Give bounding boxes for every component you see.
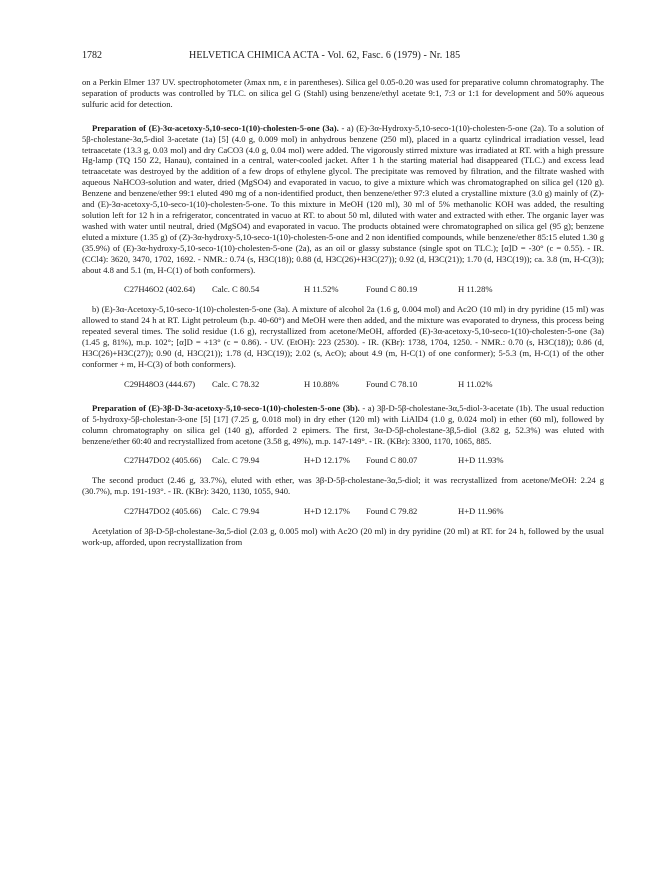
formula: C27H47DO2 (405.66) xyxy=(124,506,202,517)
found-h: H 11.28% xyxy=(458,284,493,295)
paragraph-second-product: The second product (2.46 g, 33.7%), eluted with ether, was 3β-D-5β-cholestane-3α,5-diol; it was recrystallized from acetone/MeOH: 2.24 g (30.7%), m.p. 191-193°. - IR. (KBr): 3420, 1130, 1055, 940. xyxy=(82,475,604,497)
found-c: Found C 78.10 xyxy=(366,378,418,389)
elemental-analysis-2a xyxy=(82,284,604,295)
found-h: H+D 11.96% xyxy=(458,506,504,517)
formula: C27H46O2 (402.64) xyxy=(124,284,196,295)
page-number: 1782 xyxy=(82,50,102,61)
found-c: Found C 79.82 xyxy=(366,506,418,517)
formula: C27H47DO2 (405.66) xyxy=(124,455,202,466)
paragraph-methods: on a Perkin Elmer 137 UV. spectrophotometer (λmax nm, ε in parentheses). Silica gel 0.05-0.20 was used for preparative column chromatography. The separation of products was controlled by TLC. on silica gel G (Stahl) using benzene/ethyl acetate 9:1, 7:3 or 1:1 for development and 50% aqueous sulfuric acid for detection. xyxy=(82,77,604,109)
paragraph-prep-3b-text: - a) 3β-D-5β-cholestane-3α,5-diol-3-acetate (1b). The usual reduction of 5-hydroxy-5β-cholestan-3-one [5] [17] (7.25 g, 0.018 mol) in dry ether (120 ml) with LiAlD4 (1.0 g, 0.024 mol) in ether (60 ml), followed by column chromatography on silica gel (140 g), afforded 2 epimers. The first, 3α-D-5β-cholestane-3β,5-diol (3.82 g, 52.3%) was eluted with benzene/ether 60:40 and recrystallized from acetone (3.58 g, 49%), m.p. 147-149°. - IR. (KBr): 3300, 1170, 1065, 885. xyxy=(82,402,604,446)
formula: C29H48O3 (444.67) xyxy=(124,378,196,389)
calc-c: Calc. C 78.32 xyxy=(212,378,260,389)
elemental-analysis-3a xyxy=(82,379,604,390)
calc-c: Calc. C 79.94 xyxy=(212,506,260,517)
calc-h: H+D 12.17% xyxy=(304,455,350,466)
found-h: H+D 11.93% xyxy=(458,455,504,466)
elemental-analysis-epimer-2 xyxy=(82,506,604,517)
calc-c: Calc. C 80.54 xyxy=(212,284,260,295)
found-h: H 11.02% xyxy=(458,378,493,389)
calc-c: Calc. C 79.94 xyxy=(212,455,260,466)
paragraph-prep-3a xyxy=(82,123,604,276)
paragraph-acetylation-3b: Acetylation of 3β-D-5β-cholestane-3α,5-diol (2.03 g, 0.005 mol) with Ac2O (20 ml) in dry pyridine (20 ml) at RT. for 24 h, followed by the usual work-up, afforded, upon recrystallization from xyxy=(82,526,604,548)
paragraph-prep-3b xyxy=(82,403,604,447)
section-heading-3b: Preparation of (E)-3β-D-3α-acetoxy-5,10-seco-1(10)-cholesten-5-one (3b). xyxy=(92,402,360,413)
calc-h: H 10.88% xyxy=(304,378,339,389)
paragraph-prep-3a-text: - a) (E)-3α-Hydroxy-5,10-seco-1(10)-cholesten-5-one (2a). To a solution of 5β-cholestane-3α,5-diol 3-acetate (1a) [5] (4.0 g, 0.009 mol) in anhydrous benzene (250 ml), placed in a quartz cylindrical irradiation vessel, lead tetraacetate (13.3 g, 0.03 mol) and dry CaCO3 (4.0 g, 0.04 mol) were added. The vigorously stirred mixture was irradiated at RT. with a high pressure Hg-lamp (TQ 150 Z2, Hanau), contained in a central, water-cooled jacket. After 1 h the starting material had disappeared (TLC.) and excess lead tetraacetate was destroyed by the addition of a few drops of ethylene glycol. The precipitate was removed by filtration, and the filtrate washed with aqueous NaHCO3-solution and water, dried (MgSO4) and evaporated in vacuo, to give a mixture which was chromatographed on silica gel (120 g). Benzene and benzene/ether 99:1 eluted 490 mg of a non-identified product, then benzene/ether 97:3 eluted a crystalline mixture (3.0 g) mainly of (Z)- and (E)-3α-acetoxy-5,10-seco-1(10)-cholesten-5-one. To this mixture in MeOH (120 ml), 30 ml of 5% methanolic KOH was added, the resulting solution left for 12 h in a refrigerator, concentrated in vacuo at RT. to about 50 ml, diluted with water and extracted with ether. The organic layer was washed with water until neutral, dried (MgSO4) and evaporated in vacuo. The products obtained were chromatographed on silica gel (95 g); benzene eluted a mixture (1.35 g) of (Z)-3α-hydroxy-5,10-seco-1(10)-cholesten-5-one and 2 non identified compounds, while benzene/ether 85:15 eluted 1.30 g (35.9%) of (E)-3α-hydroxy-5,10-seco-1(10)-cholesten-5-one (2a), as an oil or glassy substance (single spot on TLC.); [α]D = -30° (c = 0.55). - IR. (CCl4): 3620, 3470, 1702, 1692. - NMR.: 0.74 (s, H3C(18)); 0.88 (d, H3C(26)+H3C(27)); 0.92 (d, H3C(21)); 1.70 (d, H3C(19)); ca. 3.8 (m, H-C(3)); about 4.8 and 5.1 (m, H-C(1) of both conformers). xyxy=(82,122,604,275)
calc-h: H 11.52% xyxy=(304,284,339,295)
calc-h: H+D 12.17% xyxy=(304,506,350,517)
section-heading-3a: Preparation of (E)-3α-acetoxy-5,10-seco-1(10)-cholesten-5-one (3a). xyxy=(92,122,339,133)
elemental-analysis-epimer-1 xyxy=(82,455,604,466)
paragraph-acetylation-3a: b) (E)-3α-Acetoxy-5,10-seco-1(10)-cholesten-5-one (3a). A mixture of alcohol 2a (1.6 g, 0.004 mol) and Ac2O (10 ml) in dry pyridine (15 ml) was allowed to stand 24 h at RT. Light petroleum (b.p. 40-60°) and MeOH were then added, and the mixture was evaporated to dryness, this process being repeated several times. The solid residue (1.6 g), recrystallized from acetone/MeOH, afforded (E)-3α-acetoxy-5,10-seco-1(10)-cholesten-5-one (3a) (1.45 g, 81%), m.p. 102°; [α]D = +13° (c = 0.86). - UV. (EtOH): 223 (2530). - IR. (KBr): 1738, 1704, 1250. - NMR.: 0.70 (s, H3C(18)); 0.86 (d, H3C(26)+H3C(27)); 0.90 (d, H3C(21)); 1.78 (d, H3C(19)); 2.02 (s, AcO); about 4.9 (m, H-C(1) of one conformer); 5-5.3 (m, H-C(1) of the other conformer + m, H-C(3) of both conformers). xyxy=(82,304,604,369)
found-c: Found C 80.07 xyxy=(366,455,418,466)
journal-title: HELVETICA CHIMICA ACTA - Vol. 62, Fasc. 6 (1979) - Nr. 185 xyxy=(189,50,461,61)
article-body xyxy=(82,77,604,548)
found-c: Found C 80.19 xyxy=(366,284,418,295)
